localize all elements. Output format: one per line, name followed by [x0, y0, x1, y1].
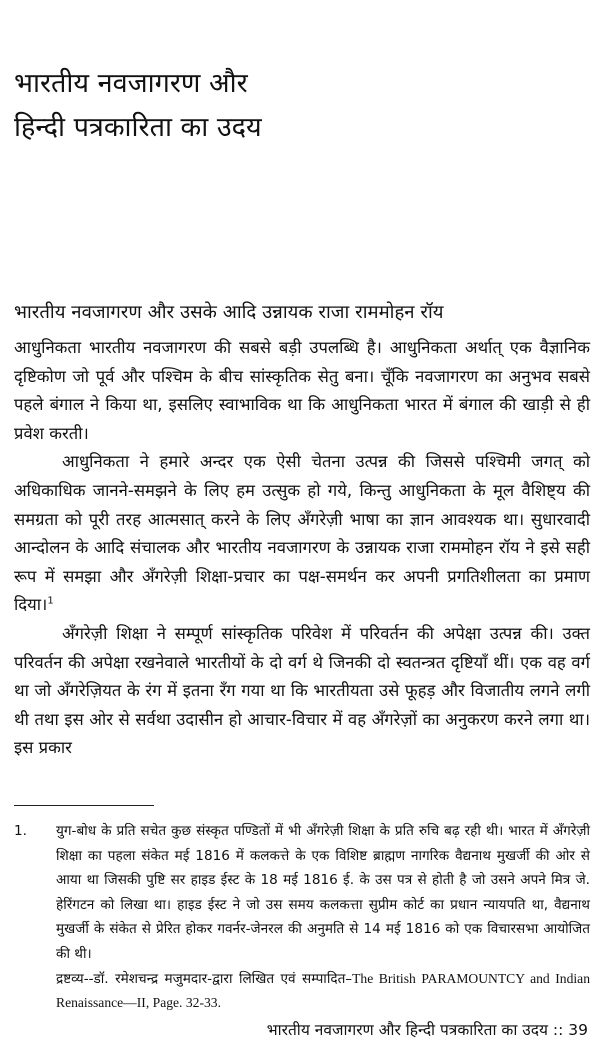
paragraph-3-text: अँगरेज़ी शिक्षा ने सम्पूर्ण सांस्कृतिक परिवेश में परिवर्तन की अपेक्षा उत्पन्न की। उक्त परिवर्तन की अपेक्षा रखनेवाले भारतीयों के दो वर्ग थे जिनकी दो स्वतन्त्रत दृष्टियाँ थीं। एक वह वर्ग था जो अँगरेज़ियत के रंग में इतना रँग गया था कि भारतीयता उसे फूहड़ और विजातीय लगने लगी थी तथा इस ओर से सर्वथा उदासीन हो आचार-विचार में वह अँगरेज़ों का अनुकरण करने लगा था। इस प्रकार — [14, 623, 590, 758]
footnote-reference-title: The British PARAMOUNTCY and Indian Renaissance—II, Page. 32-33. — [56, 970, 590, 1011]
paragraph-2 — [14, 448, 590, 620]
footnote-reference[interactable]: 1 — [47, 595, 54, 607]
paragraph-1-text: आधुनिकता भारतीय नवजागरण की सबसे बड़ी उपलब्धि है। आधुनिकता अर्थात् एक वैज्ञानिक दृष्टिकोण जो पूर्व और पश्चिम के बीच सांस्कृतिक सेतु बना। चूँकि नवजागरण का अनुभव सबसे पहले बंगाल ने किया था, इसलिए स्वाभाविक था कि आधुनिकता भारत में बंगाल की खाड़ी से ही प्रवेश करती। — [14, 338, 590, 443]
footnote-body — [56, 819, 590, 1016]
footnote-divider — [14, 805, 154, 806]
section-heading: भारतीय नवजागरण और उसके आदि उन्नायक राजा राममोहन रॉय — [14, 302, 444, 323]
body-text — [14, 334, 590, 763]
footnote-reference-prefix: द्रष्टव्य--डॉ. रमेशचन्द्र मजुमदार-द्वारा लिखित एवं सम्पादित– — [56, 970, 353, 987]
paragraph-1 — [14, 334, 590, 448]
paragraph-2-text: आधुनिकता ने हमारे अन्दर एक ऐसी चेतना उत्पन्न की जिससे पश्चिमी जगत् को अधिकाधिक जानने-समझने के लिए हम उत्सुक हो गये, किन्तु आधुनिकता के मूल वैशिष्ट्य की समग्रता को पूरी तरह आत्मसात् करने के लिए अँगरेज़ी भाषा का ज्ञान आवश्यक था। सुधारवादी आन्दोलन के आदि संचालक और भारतीय नवजागरण के उन्नायक राजा राममोहन रॉय ने इसे सही रूप में समझा और अँगरेज़ी शिक्षा-प्रचार का पक्ष-समर्थन कर अपनी प्रगतिशीलता का प्रमाण दिया। — [14, 452, 590, 615]
footnote-text: युग-बोध के प्रति सचेत कुछ संस्कृत पण्डितों में भी अँगरेज़ी शिक्षा के प्रति रुचि बढ़ रही थी। भारत में अँगरेज़ी शिक्षा का पहला संकेत मई 1816 में कलकत्ते के एक विशिष्ट ब्राह्मण नागरिक वैद्यनाथ मुखर्जी की ओर से आया था जिसकी पुष्टि सर हाइड ईस्ट के 18 मई 1816 ई. के उस पत्र से होती है जो उसने अपने मित्र जे. हेरिंगटन को लिखा था। हाइड ईस्ट ने जो उस समय कलकत्ता सुप्रीम कोर्ट का प्रधान न्यायपति था, वैद्यनाथ मुखर्जी के संकेत से प्रेरित होकर गवर्नर-जेनरल की अनुमति से 14 मई 1816 को एक विचारसभा आयोजित की थी। — [56, 823, 590, 962]
paragraph-3 — [14, 620, 590, 763]
running-footer: भारतीय नवजागरण और हिन्दी पत्रकारिता का उदय :: 39 — [266, 1021, 588, 1039]
footnote — [14, 819, 590, 1016]
footnote-reference-line — [56, 967, 590, 1016]
chapter-title — [14, 62, 574, 150]
chapter-title-line-2: हिन्दी पत्रकारिता का उदय — [14, 112, 262, 143]
footnote-number: 1. — [14, 823, 27, 839]
chapter-title-line-1: भारतीय नवजागरण और — [14, 68, 248, 99]
